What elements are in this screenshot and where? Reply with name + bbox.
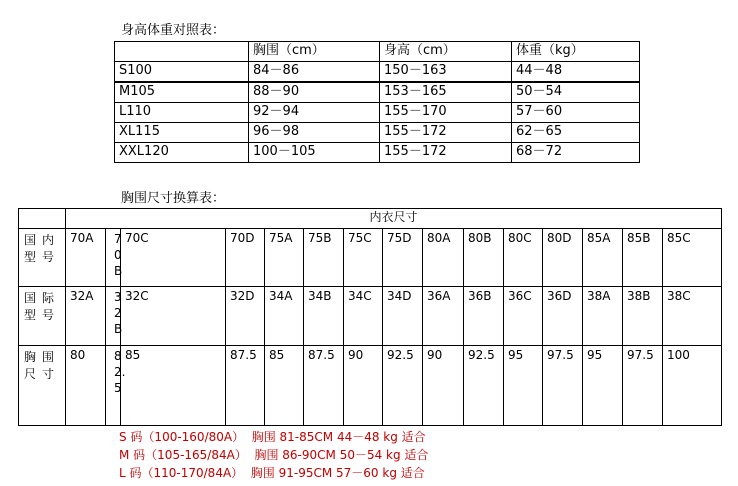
table-cell: 70C bbox=[121, 229, 226, 287]
table-cell: 155－172 bbox=[380, 123, 512, 143]
table-cell: 82.5 bbox=[106, 346, 121, 426]
table-cell: 75A bbox=[265, 229, 304, 287]
row-label: 胸围尺寸 bbox=[19, 346, 66, 426]
table-cell: 96－98 bbox=[249, 123, 380, 143]
table-cell: 95 bbox=[504, 346, 543, 426]
table-cell: 80 bbox=[66, 346, 106, 426]
table-cell: 75D bbox=[383, 229, 423, 287]
height-weight-table bbox=[114, 41, 640, 163]
table-cell: 68－72 bbox=[512, 143, 640, 163]
table-header-row bbox=[19, 209, 722, 229]
table-cell: 85C bbox=[663, 229, 722, 287]
bust-conversion-table bbox=[18, 208, 722, 426]
table-cell: 155－170 bbox=[380, 103, 512, 123]
table-cell: XXL120 bbox=[115, 143, 249, 163]
table-cell: 34B bbox=[304, 287, 344, 346]
table-cell: 75B bbox=[304, 229, 344, 287]
table-cell: 36A bbox=[423, 287, 464, 346]
header-cell: 胸围（cm） bbox=[249, 42, 380, 62]
table-cell: 87.5 bbox=[304, 346, 344, 426]
table-header-row bbox=[115, 42, 640, 62]
table-cell: 32A bbox=[66, 287, 106, 346]
table-cell: 32C bbox=[121, 287, 226, 346]
table-cell: 36B bbox=[464, 287, 504, 346]
table-cell: 85B bbox=[623, 229, 663, 287]
table-cell: L110 bbox=[115, 103, 249, 123]
size-notes bbox=[119, 428, 428, 482]
table-cell: 100－105 bbox=[249, 143, 380, 163]
table-cell: 84－86 bbox=[249, 62, 380, 83]
table-cell: 70D bbox=[226, 229, 265, 287]
table-cell: 34C bbox=[344, 287, 383, 346]
table-cell: 85A bbox=[583, 229, 623, 287]
table-cell: 38C bbox=[663, 287, 722, 346]
table-cell: 57－60 bbox=[512, 103, 640, 123]
note-line: M 码（105-165/84A） 胸围 86-90CM 50－54 kg 适合 bbox=[119, 448, 429, 462]
table-cell: 34A bbox=[265, 287, 304, 346]
table-cell: M105 bbox=[115, 82, 249, 103]
table-row bbox=[115, 143, 640, 163]
table-cell: 100 bbox=[663, 346, 722, 426]
table-cell: 150－163 bbox=[380, 62, 512, 83]
table-cell: 50－54 bbox=[512, 82, 640, 103]
table-cell: 88－90 bbox=[249, 82, 380, 103]
table-cell: 90 bbox=[423, 346, 464, 426]
table-cell: 90 bbox=[344, 346, 383, 426]
table-cell: 70A bbox=[66, 229, 106, 287]
row-label: 国内型号 bbox=[19, 229, 66, 287]
table-cell: 85 bbox=[265, 346, 304, 426]
table-cell: 32D bbox=[226, 287, 265, 346]
table-cell: 92.5 bbox=[383, 346, 423, 426]
header-cell: 体重（kg） bbox=[512, 42, 640, 62]
table-cell: 36C bbox=[504, 287, 543, 346]
table-cell: 87.5 bbox=[226, 346, 265, 426]
table-cell: 95 bbox=[583, 346, 623, 426]
bust-conversion-title: 胸围尺寸换算表： bbox=[121, 191, 226, 206]
table-cell: 62－65 bbox=[512, 123, 640, 143]
table-row bbox=[115, 82, 640, 103]
table-cell: 92.5 bbox=[464, 346, 504, 426]
table-cell: 34D bbox=[383, 287, 423, 346]
table-row bbox=[19, 287, 722, 346]
note-line: L 码（110-170/84A） 胸围 91-95CM 57－60 kg 适合 bbox=[119, 466, 425, 480]
table-cell: S100 bbox=[115, 62, 249, 83]
table-cell: 32B bbox=[106, 287, 121, 346]
table-cell: 80B bbox=[464, 229, 504, 287]
table-cell: 36D bbox=[543, 287, 583, 346]
table-cell: 85 bbox=[121, 346, 226, 426]
table-cell: 38A bbox=[583, 287, 623, 346]
header-cell: 身高（cm） bbox=[380, 42, 512, 62]
table-cell: XL115 bbox=[115, 123, 249, 143]
table-cell: 70B bbox=[106, 229, 121, 287]
note-line: S 码（100-160/80A） 胸围 81-85CM 44－48 kg 适合 bbox=[119, 430, 426, 444]
table-cell: 153－165 bbox=[380, 82, 512, 103]
table-cell: 97.5 bbox=[543, 346, 583, 426]
header-cell bbox=[115, 42, 249, 62]
table-cell: 75C bbox=[344, 229, 383, 287]
table-row bbox=[19, 346, 722, 426]
table-row bbox=[19, 229, 722, 287]
table-cell: 38B bbox=[623, 287, 663, 346]
table-row bbox=[115, 62, 640, 83]
table-cell: 80C bbox=[504, 229, 543, 287]
header-cell: 内衣尺寸 bbox=[66, 209, 722, 229]
table-cell: 44－48 bbox=[512, 62, 640, 83]
height-weight-title: 身高体重对照表： bbox=[121, 23, 226, 38]
table-cell: 155－172 bbox=[380, 143, 512, 163]
table-row bbox=[115, 123, 640, 143]
table-cell: 92－94 bbox=[249, 103, 380, 123]
table-cell: 97.5 bbox=[623, 346, 663, 426]
corner-cell bbox=[19, 209, 66, 229]
row-label: 国际型号 bbox=[19, 287, 66, 346]
table-cell: 80D bbox=[543, 229, 583, 287]
table-row bbox=[115, 103, 640, 123]
table-cell: 80A bbox=[423, 229, 464, 287]
